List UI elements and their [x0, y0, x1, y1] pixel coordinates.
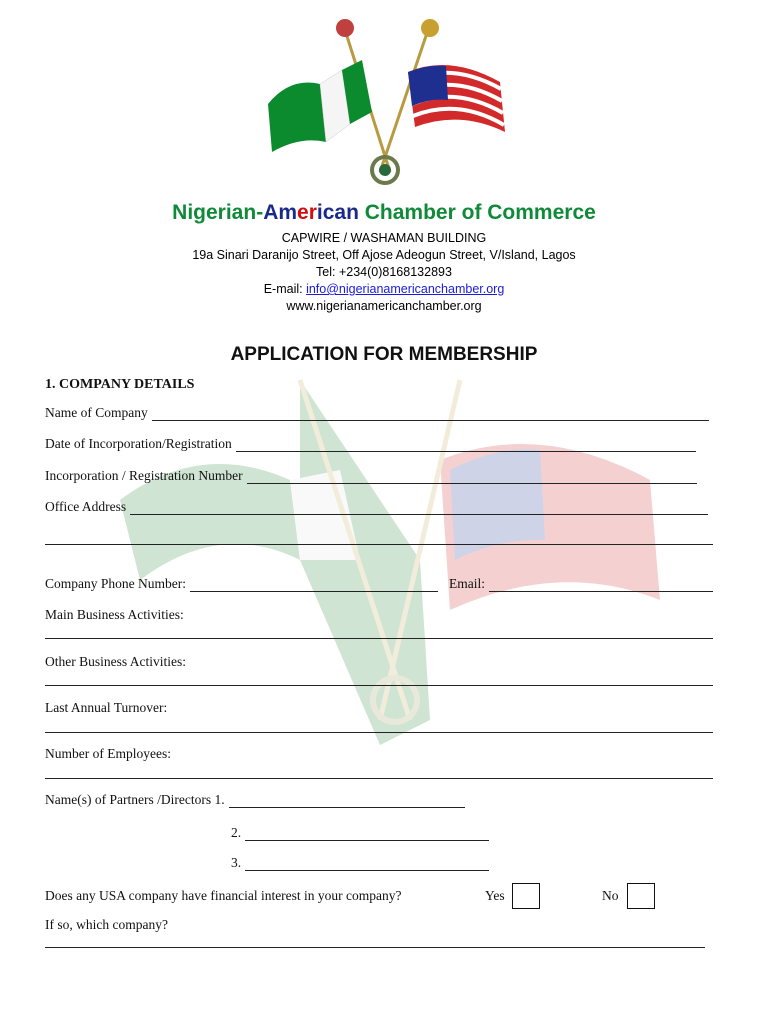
- turnover-field[interactable]: [45, 731, 713, 733]
- partner-2-field[interactable]: [245, 828, 489, 841]
- partners-label: Name(s) of Partners /Directors 1.: [45, 792, 225, 807]
- email-link[interactable]: info@nigerianamericanchamber.org: [306, 282, 505, 296]
- company-name-field[interactable]: [152, 408, 709, 421]
- street-address: 19a Sinari Daranijo Street, Off Ajose Adeogun Street, V/Island, Lagos: [192, 248, 576, 262]
- other-activities-field[interactable]: [45, 684, 713, 686]
- registration-number-field[interactable]: [247, 471, 697, 484]
- incorporation-date-row: [45, 436, 696, 452]
- which-company-field[interactable]: [45, 946, 705, 948]
- partner-2-row: [231, 825, 489, 841]
- org-name-chamber: Chamber of Commerce: [358, 201, 596, 224]
- building-name: CAPWIRE / WASHAMAN BUILDING: [281, 231, 487, 245]
- office-address-label: Office Address: [45, 499, 127, 514]
- office-address-field-line-2[interactable]: [45, 543, 713, 545]
- main-activities-label: Main Business Activities:: [45, 607, 184, 622]
- yes-checkbox[interactable]: [512, 883, 540, 909]
- registration-number-label: Incorporation / Registration Number: [45, 468, 243, 483]
- incorporation-date-field[interactable]: [236, 439, 696, 452]
- company-name-row: [45, 405, 709, 421]
- finial-left-icon: [336, 19, 354, 37]
- usa-interest-label: Does any USA company have financial interest in your company?: [45, 888, 402, 903]
- no-option: [602, 883, 655, 909]
- org-name-am: Am: [263, 201, 298, 224]
- finial-right-icon: [421, 19, 439, 37]
- turnover-row: [45, 700, 167, 716]
- org-name-er: er: [297, 201, 317, 224]
- other-activities-label: Other Business Activities:: [45, 654, 186, 669]
- org-name-ican: ican: [316, 201, 359, 224]
- telephone: Tel: +234(0)8168132893: [316, 265, 452, 279]
- partner-2-label: 2.: [231, 825, 242, 840]
- which-company-label: If so, which company?: [45, 917, 168, 932]
- nigeria-flag-icon: [268, 60, 372, 152]
- usa-flag-icon: [408, 65, 505, 132]
- section-heading: 1. COMPANY DETAILS: [45, 377, 195, 392]
- employees-label: Number of Employees:: [45, 746, 171, 761]
- company-email-label: Email:: [449, 576, 485, 591]
- company-email-field[interactable]: [489, 579, 713, 592]
- turnover-label: Last Annual Turnover:: [45, 700, 168, 715]
- partners-row: [45, 792, 465, 808]
- organization-name: [0, 201, 768, 225]
- org-name-nigerian: Nigerian-: [172, 201, 264, 224]
- no-label: No: [602, 888, 619, 903]
- form-title: APPLICATION FOR MEMBERSHIP: [230, 344, 538, 365]
- phone-row: [45, 576, 438, 592]
- chamber-logo: [250, 12, 520, 192]
- watermark-nigeria-flag: [120, 380, 430, 745]
- yes-label: Yes: [485, 888, 505, 903]
- partner-3-field[interactable]: [245, 858, 489, 871]
- employees-field[interactable]: [45, 777, 713, 779]
- employees-row: [45, 746, 171, 762]
- registration-number-row: [45, 468, 697, 484]
- partner-3-label: 3.: [231, 855, 242, 870]
- website: www.nigerianamericanchamber.org: [286, 299, 482, 313]
- office-address-field[interactable]: [130, 502, 708, 515]
- phone-field[interactable]: [190, 579, 438, 592]
- which-company-row: [45, 917, 168, 933]
- main-activities-row: [45, 607, 184, 623]
- partner-3-row: [231, 855, 489, 871]
- partner-1-field[interactable]: [229, 795, 465, 808]
- email-label: E-mail:: [263, 282, 307, 296]
- no-checkbox[interactable]: [627, 883, 655, 909]
- other-activities-row: [45, 654, 186, 670]
- yes-option: [485, 883, 540, 909]
- email-line: [0, 281, 768, 298]
- office-address-row: [45, 499, 708, 515]
- phone-label: Company Phone Number:: [45, 576, 186, 591]
- company-name-label: Name of Company: [45, 405, 148, 420]
- company-email-row: [449, 576, 713, 592]
- incorporation-date-label: Date of Incorporation/Registration: [45, 436, 232, 451]
- usa-interest-row: [45, 888, 402, 904]
- main-activities-field[interactable]: [45, 637, 713, 639]
